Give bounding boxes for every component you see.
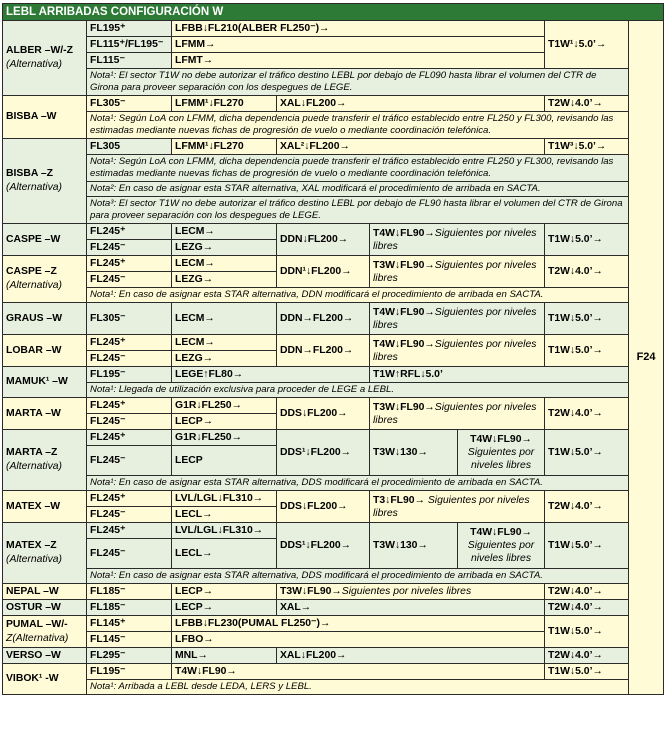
route-name: LOBAR –W — [3, 335, 87, 367]
route-step: LEZG→ — [172, 272, 277, 288]
arrivals-table — [2, 3, 664, 695]
final-step: T1W↓5.0’→ — [545, 523, 629, 569]
route-step: T4W↓FL90→Siguientes por niveles libres — [370, 335, 545, 367]
note-text: Nota³: El sector T1W no debe autorizar el tráfico destino LEBL por debajo de FL90 hasta librar el volumen del CTR de Girona para proveer separación con los despegues de LEGE. — [87, 197, 629, 224]
final-step: T1W↓5.0’→ — [545, 335, 629, 367]
note-row — [3, 288, 664, 303]
route-name: MARTA –Z (Alternativa) — [3, 430, 87, 491]
note-text: Nota¹: Según LoA con LFMM, dicha dependencia puede transferir el tráfico establecido entre FL250 y FL300, revisando las estimadas mediante nuevas fichas de progresión de vuelo o mediante coordinación telefónica. — [87, 155, 629, 182]
route-step: LFBB↓FL210(ALBER FL250⁻)→ — [172, 21, 545, 37]
flight-level: FL245⁻ — [87, 539, 172, 569]
route-name: CASPE –Z (Alternativa) — [3, 256, 87, 303]
route-step: XAL↓FL200→ — [277, 96, 545, 112]
route-step: T3↓FL90→ Siguientes por niveles libres — [370, 491, 545, 523]
final-step: T2W↓4.0’→ — [545, 398, 629, 430]
table-row — [3, 139, 664, 155]
table-row — [3, 398, 664, 414]
flight-level: FL305⁻ — [87, 303, 172, 335]
note-text: Nota¹: En caso de asignar esta STAR alternativa, DDS modificará el procedimiento de arribada en SACTA. — [87, 569, 629, 584]
flight-level: FL245⁻ — [87, 240, 172, 256]
table-row — [3, 303, 664, 335]
table-row — [3, 335, 664, 351]
flight-level: FL245⁻ — [87, 446, 172, 476]
note-row — [3, 383, 664, 398]
arrivals-table-container — [2, 3, 663, 695]
route-step: T4W↓FL90→Siguientes por niveles libres — [370, 224, 545, 256]
route-step: T4W↓FL90→ Siguientes por niveles libres — [458, 523, 545, 569]
route-step: LFMT→ — [172, 53, 545, 69]
note-row — [3, 155, 664, 182]
note-row — [3, 197, 664, 224]
table-title-row — [3, 4, 664, 21]
route-step: T4W↓FL90→ — [172, 664, 545, 680]
note-row — [3, 112, 664, 139]
flight-level: FL245⁺ — [87, 256, 172, 272]
route-step: DDN→FL200→ — [277, 335, 370, 367]
flight-level: FL195⁻ — [87, 664, 172, 680]
table-row — [3, 224, 664, 240]
flight-level: FL115⁻ — [87, 53, 172, 69]
flight-level: FL245⁻ — [87, 507, 172, 523]
route-name: MATEX –Z (Alternativa) — [3, 523, 87, 584]
route-name: ALBER –W/-Z (Alternativa) — [3, 21, 87, 96]
route-step: LFBO→ — [172, 632, 545, 648]
route-name: BISBA –W — [3, 96, 87, 139]
flight-level: FL295⁻ — [87, 648, 172, 664]
table-row — [3, 96, 664, 112]
route-step: DDS¹↓FL200→ — [277, 523, 370, 569]
route-step: LECM→ — [172, 224, 277, 240]
route-step: LEZG→ — [172, 240, 277, 256]
note-row — [3, 680, 664, 695]
route-step: LECP→ — [172, 584, 277, 600]
table-row — [3, 584, 664, 600]
flight-level: FL245⁺ — [87, 335, 172, 351]
route-step: XAL→ — [277, 600, 545, 616]
flight-level: FL145⁺ — [87, 616, 172, 632]
flight-level: FL245⁺ — [87, 224, 172, 240]
flight-level: FL185⁻ — [87, 584, 172, 600]
route-step: G1R↓FL250→ — [172, 430, 277, 446]
flight-level: FL195⁺ — [87, 21, 172, 37]
note-text: Nota¹: En caso de asignar esta STAR alternativa, DDS modificará el procedimiento de arribada en SACTA. — [87, 476, 629, 491]
flight-level: FL245⁺ — [87, 491, 172, 507]
route-step: LECL→ — [172, 539, 277, 569]
table-row — [3, 256, 664, 272]
route-step: T3W↓130→ — [370, 523, 458, 569]
table-row — [3, 600, 664, 616]
route-step: DDS¹↓FL200→ — [277, 430, 370, 476]
final-step: T2W↓4.0’→ — [545, 96, 629, 112]
route-step: LECL→ — [172, 507, 277, 523]
route-step: LFMM¹↓FL270 — [172, 96, 277, 112]
final-step: T1W¹↓5.0’→ — [545, 21, 629, 69]
flight-level: FL245⁺ — [87, 398, 172, 414]
route-step: T4W↓FL90→ Siguientes por niveles libres — [458, 430, 545, 476]
note-row — [3, 69, 664, 96]
route-step: LFMM¹↓FL270 — [172, 139, 277, 155]
group-label: F24 — [629, 21, 664, 695]
final-step: T1W↓5.0’→ — [545, 224, 629, 256]
table-row — [3, 21, 664, 37]
table-row — [3, 616, 664, 632]
route-step: T3W↓130→ — [370, 430, 458, 476]
flight-level: FL245⁺ — [87, 523, 172, 539]
route-step: LFBB↓FL230(PUMAL FL250⁻)→ — [172, 616, 545, 632]
route-step: LECP→ — [172, 414, 277, 430]
final-step: T1W↓5.0’→ — [545, 430, 629, 476]
note-text: Nota¹: El sector T1W no debe autorizar el tráfico destino LEBL por debajo de FL090 hasta librar el volumen del CTR de Girona para proveer separación con los despegues de LEGE. — [87, 69, 629, 96]
route-name: VIBOK¹ -W — [3, 664, 87, 695]
flight-level: FL245⁻ — [87, 272, 172, 288]
route-step: LECP→ — [172, 600, 277, 616]
final-step: T2W↓4.0’→ — [545, 648, 629, 664]
table-row — [3, 367, 664, 383]
route-step: LECM→ — [172, 335, 277, 351]
flight-level: FL305⁻ — [87, 96, 172, 112]
flight-level: FL195⁻ — [87, 367, 172, 383]
route-step: MNL→ — [172, 648, 277, 664]
note-text: Nota¹: Arribada a LEBL desde LEDA, LERS y LEBL. — [87, 680, 629, 695]
table-row — [3, 430, 664, 446]
table-row — [3, 664, 664, 680]
final-step: T2W↓4.0’→ — [545, 584, 629, 600]
final-step: T1W↓5.0’→ — [545, 664, 629, 680]
route-name: MATEX –W — [3, 491, 87, 523]
route-step: LVL/LGL↓FL310→ — [172, 491, 277, 507]
route-name: PUMAL –W/- Z(Alternativa) — [3, 616, 87, 648]
route-step: T3W↓FL90→Siguientes por niveles libres — [277, 584, 545, 600]
table-row — [3, 648, 664, 664]
note-row — [3, 182, 664, 197]
route-step: LVL/LGL↓FL310→ — [172, 523, 277, 539]
route-name: VERSO –W — [3, 648, 87, 664]
final-step: T2W↓4.0’→ — [545, 491, 629, 523]
note-text: Nota¹: Según LoA con LFMM, dicha dependencia puede transferir el tráfico establecido entre FL250 y FL300, revisando las estimadas mediante nuevas fichas de progresión de vuelo o mediante coordinación telefónica. — [87, 112, 629, 139]
final-step: T1W↓5.0’→ — [545, 616, 629, 648]
route-name: CASPE –W — [3, 224, 87, 256]
flight-level: FL245⁺ — [87, 430, 172, 446]
flight-level: FL115⁺/FL195⁻ — [87, 37, 172, 53]
flight-level: FL245⁻ — [87, 351, 172, 367]
note-text: Nota¹: Llegada de utilización exclusiva para proceder de LEGE a LEBL. — [87, 383, 629, 398]
note-row — [3, 569, 664, 584]
flight-level: FL185⁻ — [87, 600, 172, 616]
route-name: MARTA –W — [3, 398, 87, 430]
route-step: T4W↓FL90→Siguientes por niveles libres — [370, 303, 545, 335]
route-step: DDN↓FL200→ — [277, 224, 370, 256]
final-step: T2W↓4.0’→ — [545, 600, 629, 616]
route-name: GRAUS –W — [3, 303, 87, 335]
route-step: LECM→ — [172, 256, 277, 272]
route-step: LEZG→ — [172, 351, 277, 367]
route-step: DDS↓FL200→ — [277, 398, 370, 430]
route-name: OSTUR –W — [3, 600, 87, 616]
note-text: Nota¹: En caso de asignar esta STAR alternativa, DDN modificará el procedimiento de arribada en SACTA. — [87, 288, 629, 303]
route-step: T1W↑RFL↓5.0’ — [370, 367, 629, 383]
final-step: T1W³↓5.0’→ — [545, 139, 629, 155]
table-row — [3, 491, 664, 507]
route-step: DDS↓FL200→ — [277, 491, 370, 523]
flight-level: FL245⁻ — [87, 414, 172, 430]
route-name: BISBA –Z (Alternativa) — [3, 139, 87, 224]
route-step: LEGE↑FL80→ — [172, 367, 370, 383]
route-step: XAL²↓FL200→ — [277, 139, 545, 155]
route-step: DDN→FL200→ — [277, 303, 370, 335]
route-step: T3W↓FL90→Siguientes por niveles libres — [370, 398, 545, 430]
flight-level: FL305 — [87, 139, 172, 155]
route-step: LECP — [172, 446, 277, 476]
route-step: LECM→ — [172, 303, 277, 335]
table-row — [3, 523, 664, 539]
note-text: Nota²: En caso de asignar esta STAR alternativa, XAL modificará el procedimiento de arribada en SACTA. — [87, 182, 629, 197]
route-step: DDN¹↓FL200→ — [277, 256, 370, 288]
route-name: MAMUK¹ –W — [3, 367, 87, 398]
route-step: G1R↓FL250→ — [172, 398, 277, 414]
route-name: NEPAL –W — [3, 584, 87, 600]
note-row — [3, 476, 664, 491]
final-step: T2W↓4.0’→ — [545, 256, 629, 288]
flight-level: FL145⁻ — [87, 632, 172, 648]
final-step: T1W↓5.0’→ — [545, 303, 629, 335]
route-step: LFMM→ — [172, 37, 545, 53]
table-title: LEBL ARRIBADAS CONFIGURACIÓN W — [3, 4, 664, 21]
route-step: XAL↓FL200→ — [277, 648, 545, 664]
route-step: T3W↓FL90→Siguientes por niveles libres — [370, 256, 545, 288]
